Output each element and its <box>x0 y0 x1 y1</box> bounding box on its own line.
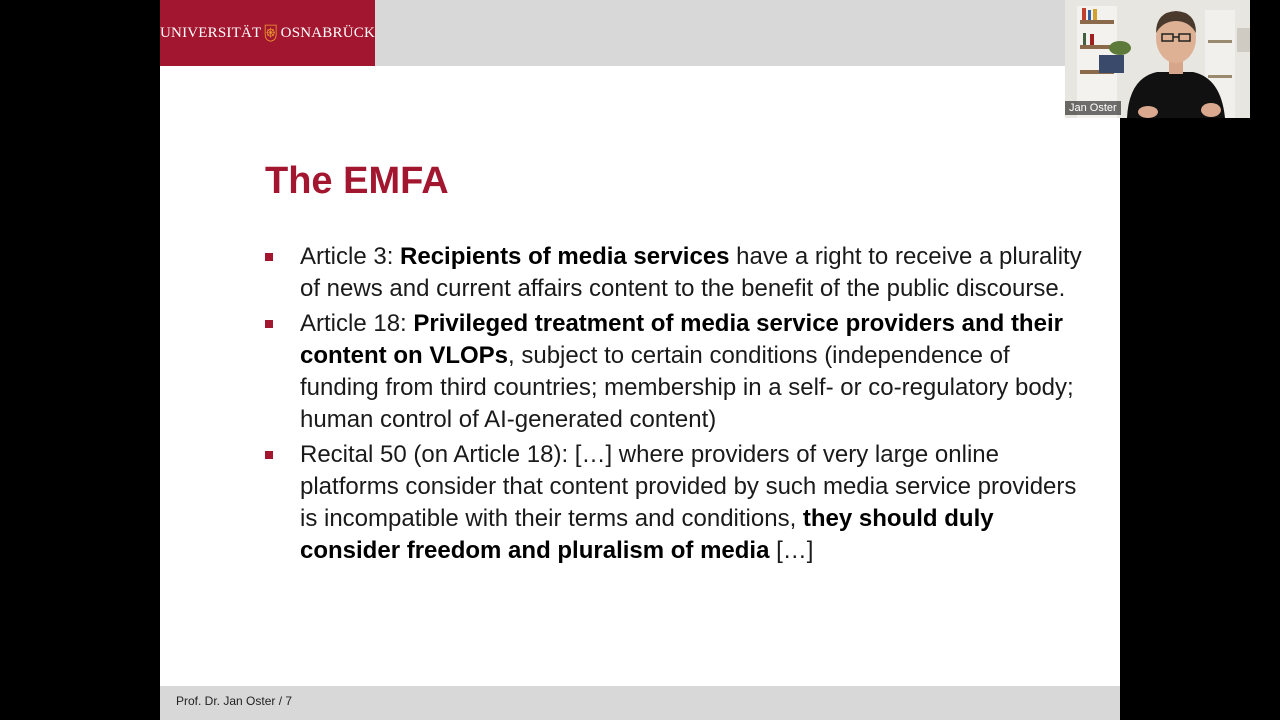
bullet-item <box>265 439 1085 567</box>
square-bullet-icon <box>265 451 273 459</box>
presentation-slide <box>160 0 1120 720</box>
slide-header-bar <box>160 0 1120 66</box>
university-logo <box>160 0 375 66</box>
bullet-bold: Recipients of media services <box>400 243 730 270</box>
bullet-prefix: Article 3: <box>300 243 401 270</box>
logo-text-left: UNIVERSITÄT <box>160 24 262 41</box>
bullet-list <box>265 241 1085 570</box>
bullet-bold: Privileged treatment of media service providers and their content on VLOPs <box>300 310 1063 369</box>
bullet-bold: they should duly consider freedom and pluralism of media <box>300 505 994 564</box>
logo-text-right: OSNABRÜCK <box>280 24 375 41</box>
bullet-prefix: Article 18: <box>300 310 414 337</box>
participant-name-label: Jan Oster <box>1065 101 1121 115</box>
bullet-item <box>265 308 1085 436</box>
bullet-suffix: , subject to certain conditions (independence of funding from third countries; membership in a self- or co-regulatory body; human control of AI-generated content) <box>300 342 1074 433</box>
bullet-item <box>265 241 1085 305</box>
slide-title: The EMFA <box>265 160 449 202</box>
webcam-video-tile[interactable] <box>1065 0 1250 118</box>
footer-text: Prof. Dr. Jan Oster / 7 <box>176 694 293 708</box>
bullet-suffix: have a right to receive a plurality of news and current affairs content to the benefit of the public discourse. <box>300 243 1082 302</box>
bullet-prefix: Recital 50 (on Article 18): […] where providers of very large online platforms consider that content provided by such media service providers is incompatible with their terms and conditions, <box>300 441 1077 532</box>
bullet-suffix: […] <box>769 537 814 564</box>
slide-footer <box>160 686 1120 720</box>
square-bullet-icon <box>265 253 273 261</box>
wheel-crest-icon <box>264 10 277 56</box>
square-bullet-icon <box>265 320 273 328</box>
